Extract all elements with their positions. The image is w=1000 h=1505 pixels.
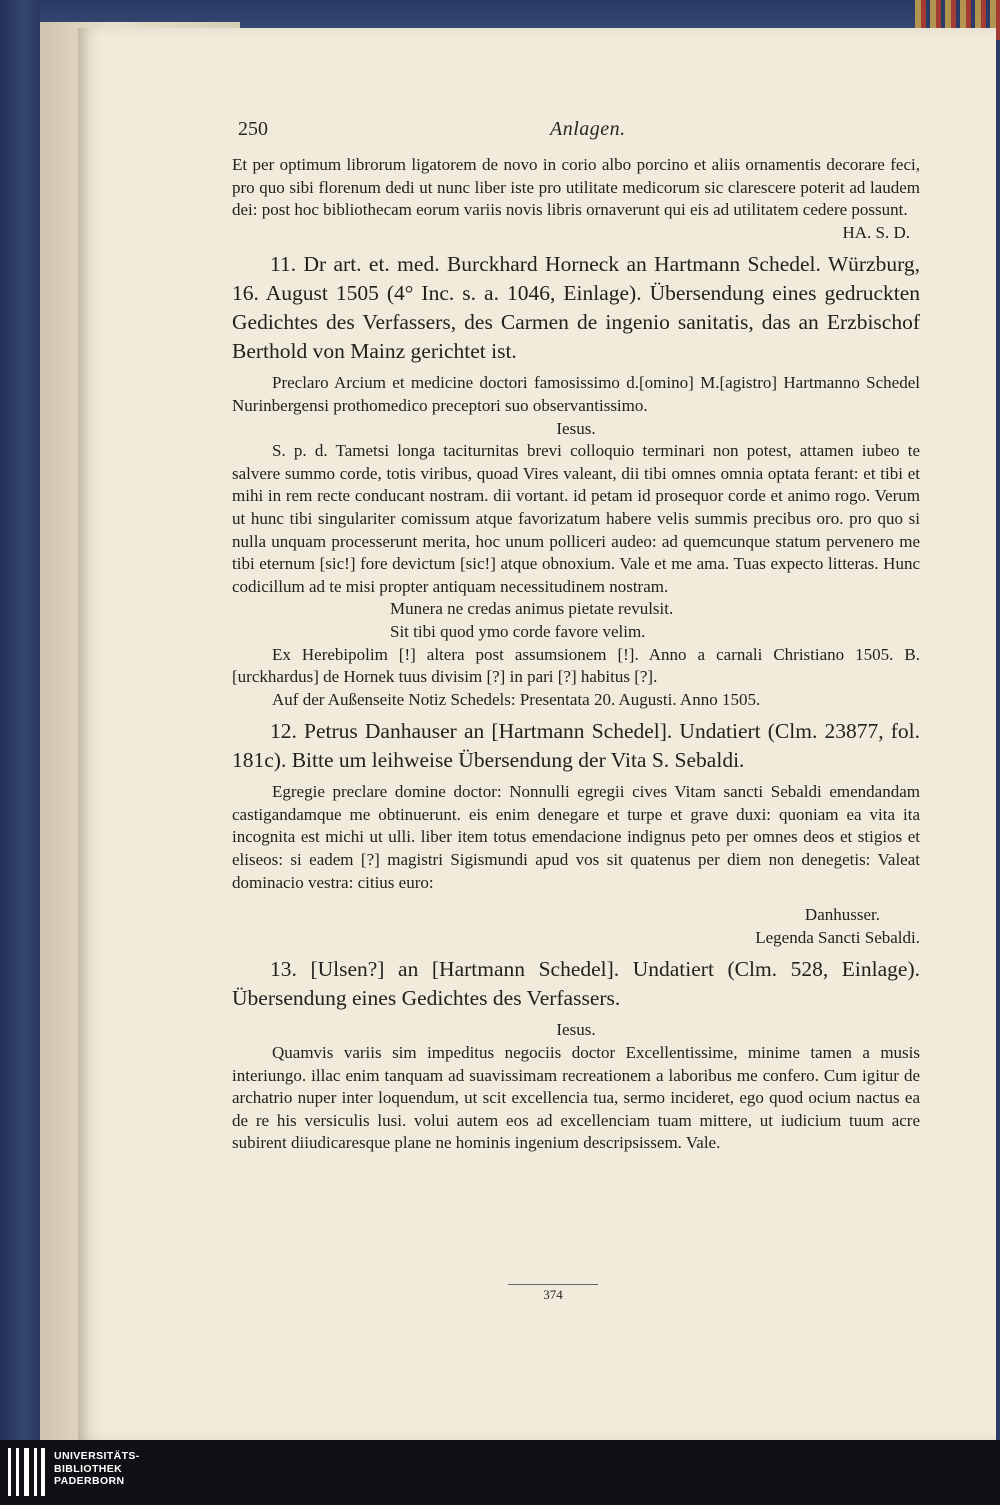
paragraph-continuation: Et per optimum librorum ligatorem de novo in corio albo porcino et aliis ornamentis decorare feci, pro quo sibi florenum dedi ut nunc liber iste pro utilitate medicorum sic clarescere poterit ad laudem dei: post hoc bibliothecam eorum variis novis libris ornaverunt qui eis ad utilitatem cedere possunt. [232, 155, 920, 220]
library-logo-icon [8, 1448, 48, 1496]
signature-note: Legenda Sancti Sebaldi. [755, 927, 920, 947]
page-text [232, 154, 920, 1155]
letter-heading-13: 13. [Ulsen?] an [Hartmann Schedel]. Undatiert (Clm. 528, Einlage). Übersendung eines Gedichtes des Verfassers. [232, 957, 920, 1011]
letter-body: Quamvis variis sim impeditus negociis doctor Excellentissime, minime tamen a musis interiungo. illac enim tanquam ad suavissimam recreationem a laboribus me confero. Cum igitur de archatrio nuper inter loquendum, ut scit excellencia tua, sermo incideret, ego quod ocium nactus ea de re his versiculis lusi. volui autem eos ad excellenciam tuam mittere, ut iudicium tuum acre subirent diiudicaresque plane ne hominis ingenium descripsissem. Vale. [232, 1043, 920, 1153]
page-number: 250 [238, 118, 268, 140]
invocation: Iesus. [556, 1020, 596, 1040]
letter-heading-11: 11. Dr art. et. med. Burckhard Horneck an Hartmann Schedel. Würzburg, 16. August 1505 (4° Inc. s. a. 1046, Einlage). Übersendung eines gedruckten Gedichtes des Verfassers, des Carmen de ingenio sanitatis, das an Erzbischof Berthold von Mainz gerichtet ist. [232, 252, 920, 364]
endorsement-note: Auf der Außenseite Notiz Schedels: Presentata 20. Augusti. Anno 1505. [272, 689, 761, 709]
verse-line: Munera ne credas animus pietate revulsit. [390, 599, 674, 619]
running-title: Anlagen. [550, 118, 626, 140]
library-logo-bar [0, 1440, 1000, 1505]
signoff: HA. S. D. [842, 222, 910, 242]
letter-heading-12: 12. Petrus Danhauser an [Hartmann Schedel]. Undatiert (Clm. 23877, fol. 181c). Bitte um leihweise Übersendung der Vita S. Sebaldi. [232, 719, 920, 773]
running-header [238, 118, 918, 144]
letter-closing: Ex Herebipolim [!] altera post assumsionem [!]. Anno a carnali Christiano 1505. B.[urckhardus] de Hornek tuus divisim [?] in pari [?] habitus [?]. [232, 644, 920, 687]
address: Preclaro Arcium et medicine doctori famosissimo d.[omino] M.[agistro] Hartmanno Schedel Nurinbergensi prothomedico preceptori suo observantissimo. [232, 373, 920, 415]
letter-body: Egregie preclare domine doctor: Nonnulli egregii cives Vitam sancti Sebaldi emendandam castigandamque me obtinuerunt. eis enim denegare et turpe et grave duxi: quoniam ea vita ita incognita est michi ut ulli. liber item totus emendacione indignus peto per omnes deos et stigios et eliseos: si eadem [?] magistri Sigismundi apud vos sit quatenus per diem non denegetis: Valeat dominacio vestra: citius euro: [232, 782, 920, 892]
letter-body: S. p. d. Tametsi longa taciturnitas brevi colloquio terminari non potest, attamen iubeo te salvere summo corde, totis viribus, quoad Vires valeant, dii tibi omnes omnia optata ferant: et tibi et mihi in rem recte conducant nostram. dii vortant. id petam id prosequor corde et animo rogo. Verum ut hunc tibi singulariter comissum atque favorizatum habere velis summis precibus oro. pro quo si nulla unquam processerunt merita, hoc unum polliceri audeo: ad quemcunque statum pervenero me tibi eternum [sic!] fore devictum [sic!] atque obnoxium. Vale et me ama. Tuas expecto litteras. Hunc codicillum ad te misi propter antiquam necessitudinem nostram. [232, 441, 920, 596]
folio-number: 374 [508, 1284, 598, 1303]
book-cover-left [0, 0, 40, 1440]
signature: Danhusser. [804, 905, 880, 925]
verse-line: Sit tibi quod ymo corde favore velim. [390, 621, 646, 641]
invocation: Iesus. [556, 418, 596, 438]
library-name: UNIVERSITÄTS- BIBLIOTHEK PADERBORN [54, 1450, 140, 1487]
